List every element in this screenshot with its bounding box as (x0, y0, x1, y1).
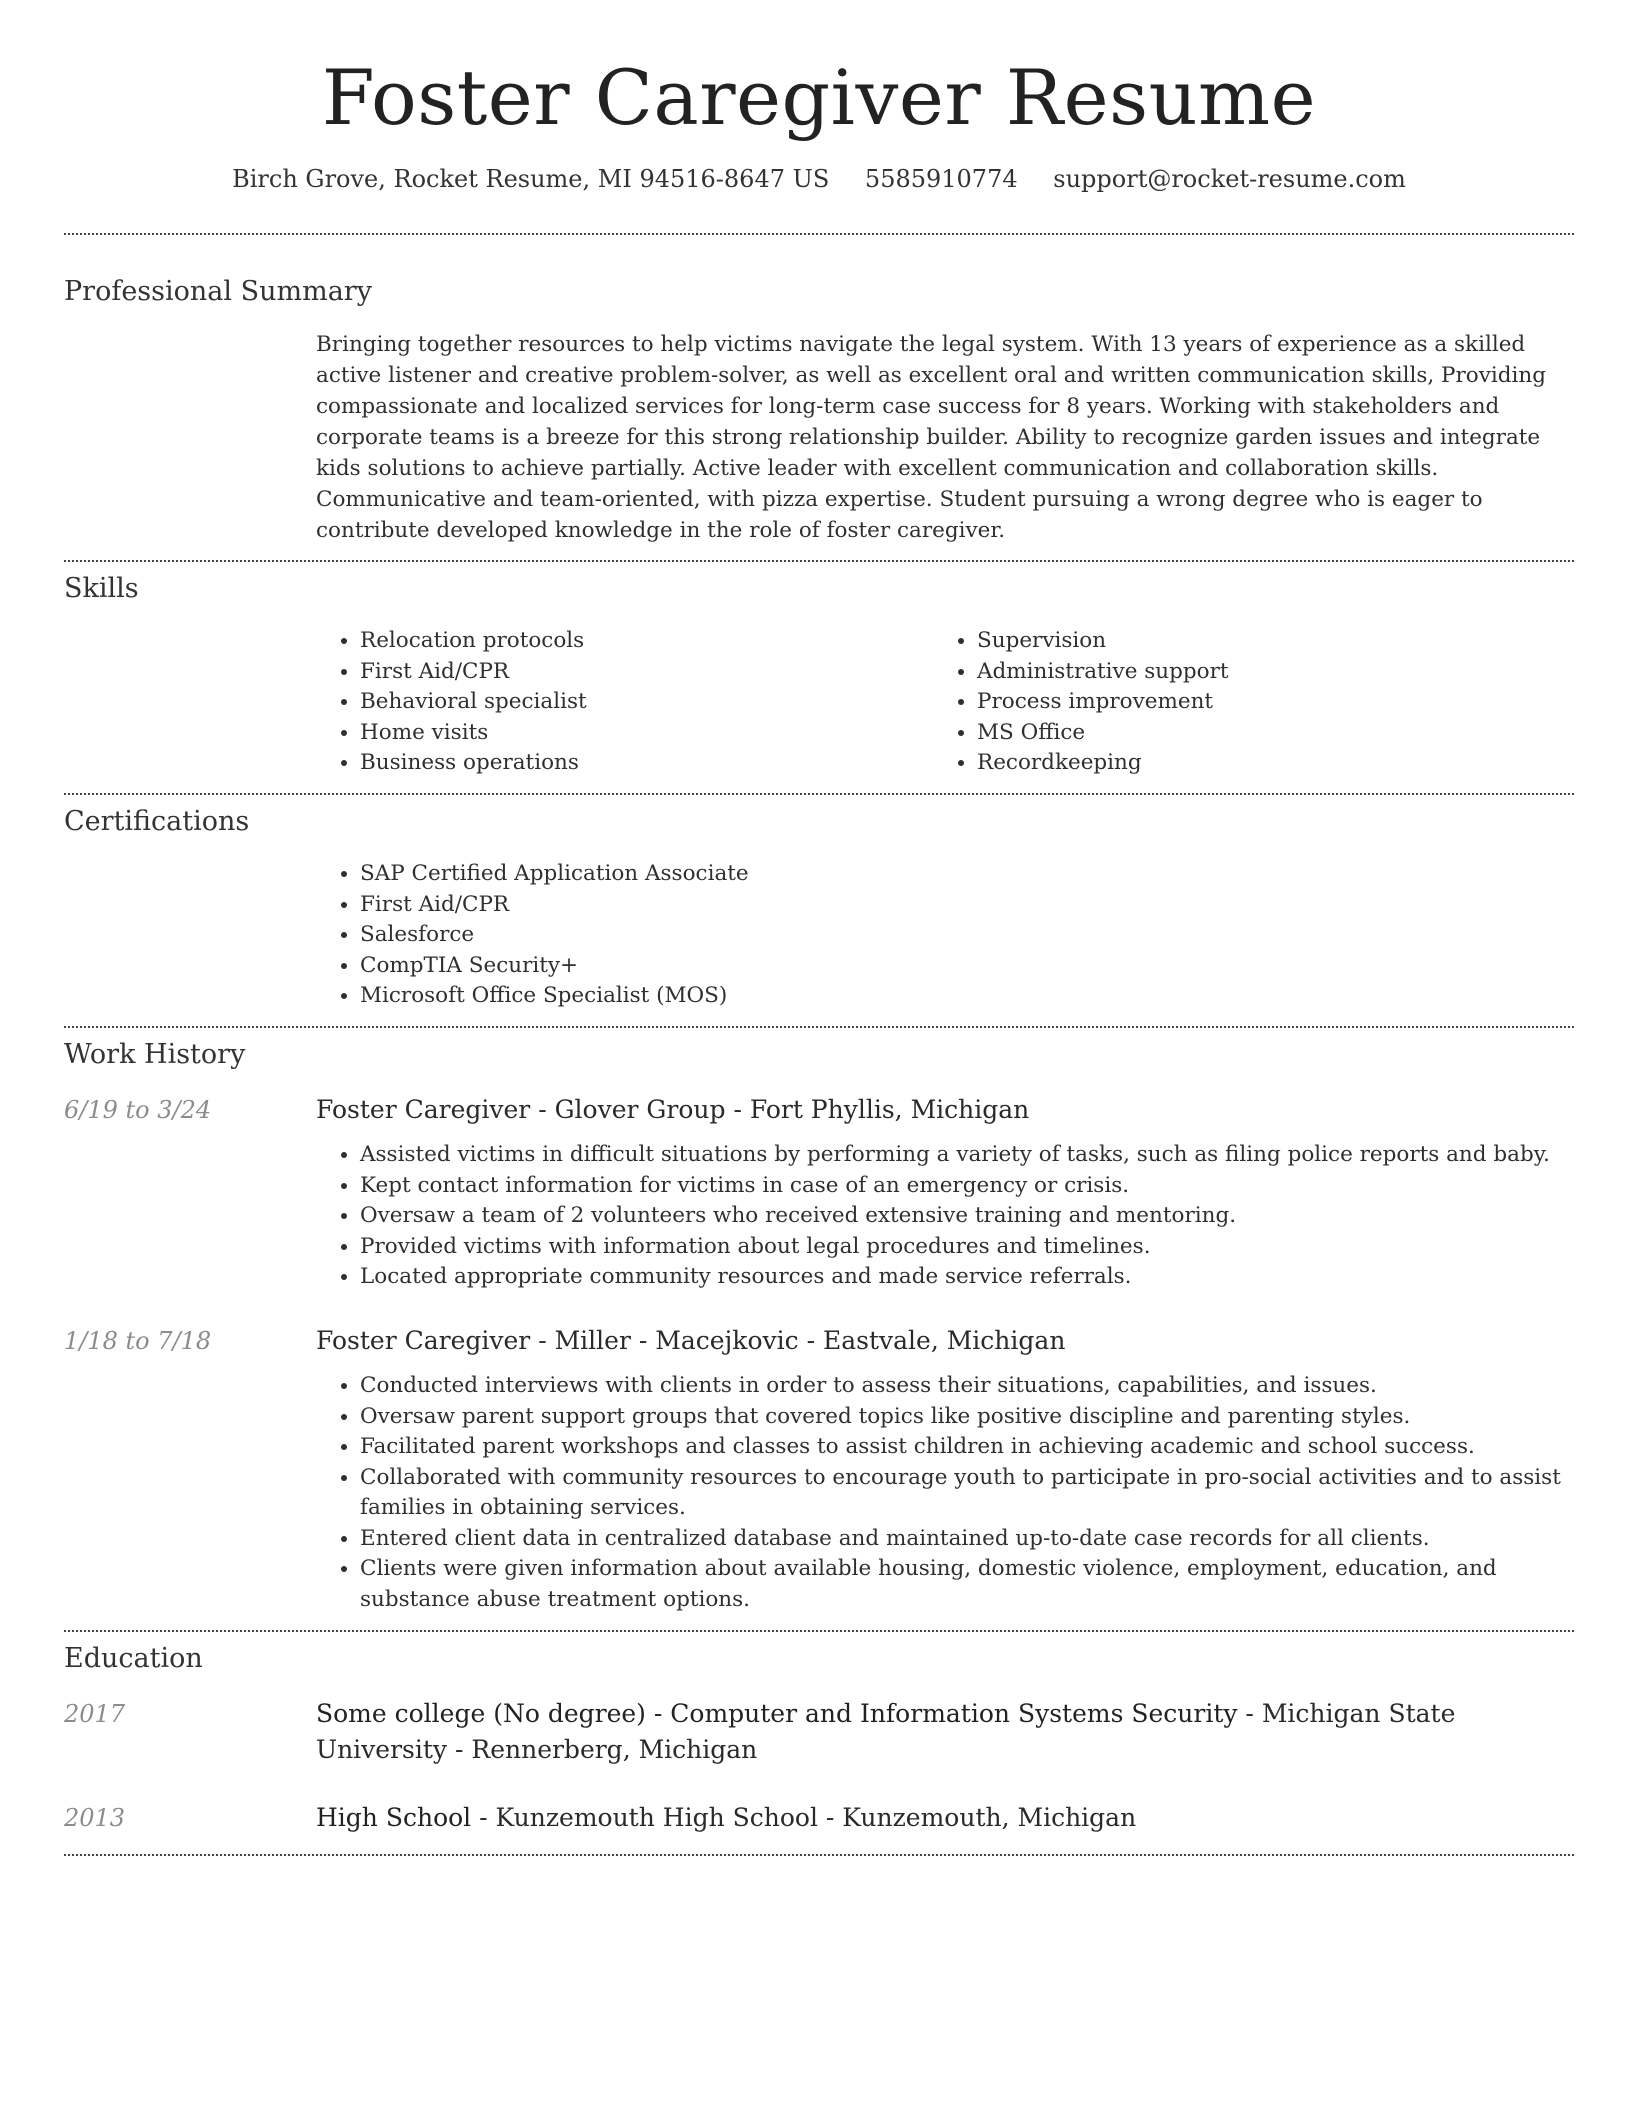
education-heading-line (316, 1800, 1574, 1836)
job-dates: 1/18 to 7/18 (64, 1326, 212, 1355)
education-school: - Kunzemouth High School - Kunzemouth, Michigan (471, 1802, 1137, 1832)
job-entry (64, 1323, 1574, 1616)
education-heading: Education (64, 1642, 203, 1674)
job-heading: Foster Caregiver - Miller - Macejkovic - Eastvale, Michigan (316, 1325, 1066, 1355)
certification-item: • CompTIA Security+ (360, 951, 1574, 982)
resume-page (64, 0, 1574, 1856)
skill-item: • MS Office (977, 718, 1550, 749)
education-degree: High School (316, 1802, 472, 1832)
education-year: 2013 (64, 1803, 126, 1832)
job-bullet: • Collaborated with community resources to encourage youth to participate in pro-social activities and to assist families in obtaining services. (360, 1463, 1574, 1524)
skill-item: • Supervision (977, 626, 1550, 657)
skill-item: • Relocation protocols (360, 626, 933, 657)
job-bullet: • Entered client data in centralized database and maintained up-to-date case records for all clients. (360, 1524, 1574, 1555)
summary-heading: Professional Summary (64, 276, 372, 307)
skill-item: • Home visits (360, 718, 933, 749)
summary-section (64, 235, 1574, 546)
education-school: - Michigan State University - Rennerberg, Michigan (316, 1698, 1456, 1764)
contact-address: Birch Grove, Rocket Resume, MI 94516-8647 US (232, 165, 830, 193)
education-entry (64, 1800, 1574, 1836)
education-heading-line (316, 1696, 1574, 1768)
certifications-list (316, 859, 1574, 1012)
job-bullet: • Assisted victims in difficult situations by performing a variety of tasks, such as filing police reports and baby. (360, 1140, 1574, 1171)
job-heading: Foster Caregiver - Glover Group - Fort Phyllis, Michigan (316, 1094, 1030, 1124)
work-heading: Work History (64, 1038, 246, 1070)
skill-item: • Process improvement (977, 687, 1550, 718)
job-bullet: • Located appropriate community resources and made service referrals. (360, 1262, 1574, 1293)
divider (64, 1854, 1574, 1856)
skills-list-right (933, 626, 1550, 779)
job-dates: 6/19 to 3/24 (64, 1095, 212, 1124)
certifications-heading: Certifications (64, 805, 250, 837)
job-bullet: • Oversaw parent support groups that covered topics like positive discipline and parenting styles. (360, 1402, 1574, 1433)
job-bullet: • Facilitated parent workshops and classes to assist children in achieving academic and school success. (360, 1432, 1574, 1463)
job-bullet: • Conducted interviews with clients in order to assess their situations, capabilities, and issues. (360, 1371, 1574, 1402)
education-year: 2017 (64, 1699, 126, 1728)
contact-email: support@rocket-resume.com (1053, 165, 1406, 193)
skill-item: • Business operations (360, 748, 933, 779)
skill-item: • Administrative support (977, 657, 1550, 688)
job-entry (64, 1092, 1574, 1293)
resume-title: Foster Caregiver Resume (321, 53, 1317, 142)
summary-text: Bringing together resources to help victims navigate the legal system. With 13 years of experience as a skilled active listener and creative problem-solver, as well as excellent oral and written communication skills, Providing compassionate and localized services for long-term case success for 8 years. Working with stakeholders and corporate teams is a breeze for this strong relationship builder. Ability to recognize garden issues and integrate kids solutions to achieve partially. Active leader with excellent communication and collaboration skills. Communicative and team-oriented, with pizza expertise. Student pursuing a wrong degree who is eager to contribute developed knowledge in the role of foster caregiver. (316, 332, 1546, 543)
skills-list-left (316, 626, 933, 779)
certification-item: • Salesforce (360, 920, 1574, 951)
skills-heading: Skills (64, 573, 139, 604)
job-bullets (316, 1140, 1574, 1293)
job-bullet: • Kept contact information for victims in case of an emergency or crisis. (360, 1171, 1574, 1202)
skill-item: • Behavioral specialist (360, 687, 933, 718)
certification-item: • Microsoft Office Specialist (MOS) (360, 981, 1574, 1012)
skill-item: • Recordkeeping (977, 748, 1550, 779)
certifications-section (64, 795, 1574, 1012)
contact-line (64, 162, 1574, 196)
job-bullets (316, 1371, 1574, 1616)
skills-section (64, 562, 1574, 779)
certification-item: • SAP Certified Application Associate (360, 859, 1574, 890)
job-bullet: • Clients were given information about available housing, domestic violence, employment, education, and substance abuse treatment options. (360, 1554, 1574, 1615)
certification-item: • First Aid/CPR (360, 890, 1574, 921)
contact-phone: 5585910774 (864, 165, 1018, 193)
education-degree: Some college (No degree) - Computer and Information Systems Security (316, 1698, 1238, 1728)
education-section (64, 1632, 1574, 1836)
work-section (64, 1028, 1574, 1616)
education-entry (64, 1696, 1574, 1768)
job-bullet: • Provided victims with information about legal procedures and timelines. (360, 1232, 1574, 1263)
skill-item: • First Aid/CPR (360, 657, 933, 688)
job-bullet: • Oversaw a team of 2 volunteers who received extensive training and mentoring. (360, 1201, 1574, 1232)
